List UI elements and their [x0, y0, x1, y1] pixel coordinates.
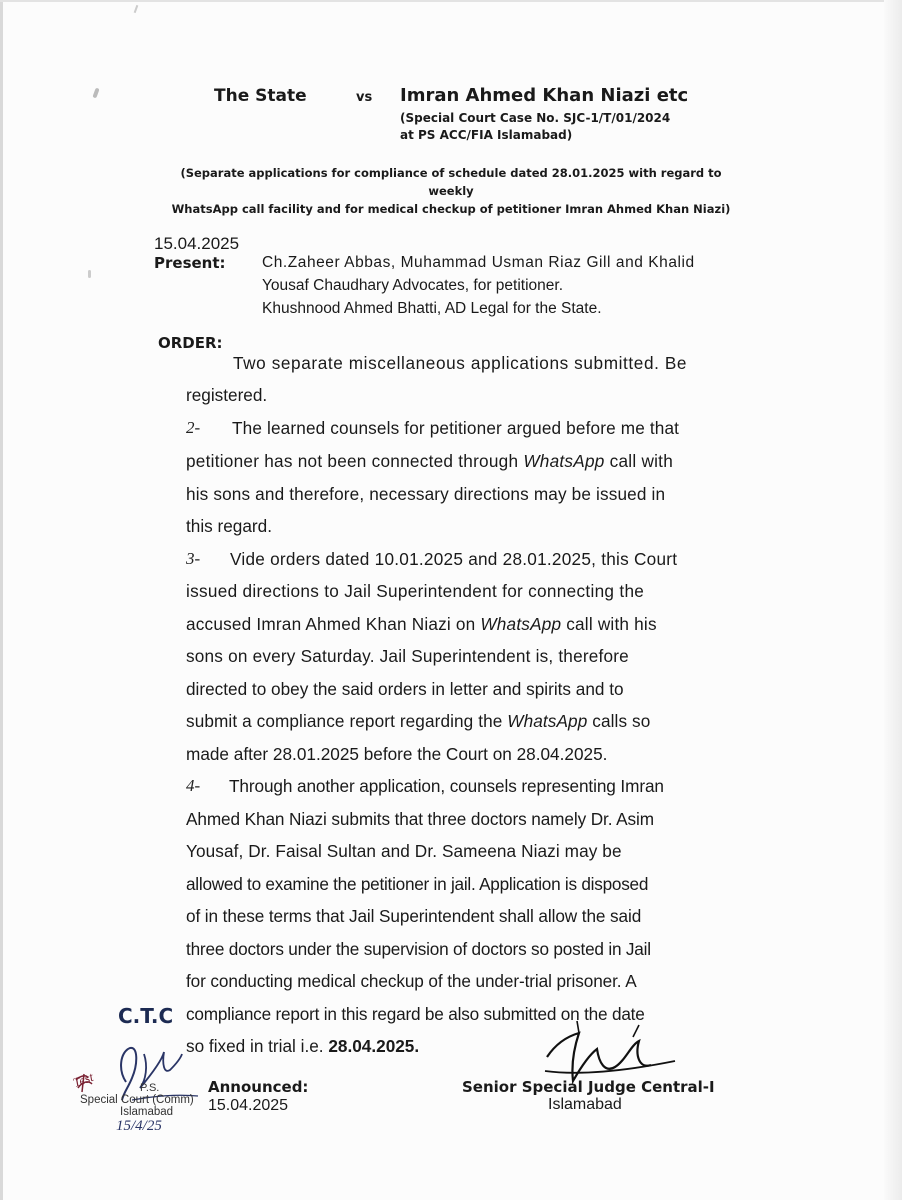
paragraph-number: 2-	[186, 418, 201, 437]
body-line: sons on every Saturday. Jail Superintendent is, therefore	[186, 646, 629, 666]
text-run: accused Imran Ahmed Khan Niazi on	[186, 614, 481, 634]
body-line: The learned counsels for petitioner argued before me that	[232, 418, 680, 438]
scan-speck	[88, 270, 91, 278]
body-line: made after 28.01.2025 before the Court on 28.04.2025.	[186, 744, 608, 764]
page-edge-right	[884, 0, 902, 1200]
text-run: call with	[604, 451, 674, 471]
body-line: for conducting medical checkup of the under-trial prisoner. A	[186, 971, 637, 991]
body-line: Through another application, counsels representing Imran	[229, 776, 664, 796]
body-line: his sons and therefore, necessary directions may be issued in	[186, 484, 666, 504]
announced-date: 15.04.2025	[208, 1097, 289, 1114]
scan-speck	[134, 5, 139, 13]
accused-name: Imran Ahmed Khan Niazi etc	[400, 85, 689, 106]
subject-line-2: WhatsApp call facility and for medical checkup of petitioner Imran Ahmed Khan Niazi)	[171, 202, 731, 216]
paragraph-number: 3-	[186, 549, 201, 568]
hearing-date-bold: 28.04.2025.	[328, 1036, 420, 1056]
handwritten-date: 15/4/25	[116, 1118, 162, 1134]
body-line	[186, 1036, 419, 1057]
party-state: The State	[214, 86, 307, 106]
versus-label: vs	[356, 90, 373, 105]
ctc-stamp: C.T.C	[118, 1004, 174, 1028]
present-line-2: Yousaf Chaudhary Advocates, for petitioner.	[262, 277, 564, 294]
present-counsel	[262, 251, 762, 320]
body-line: Yousaf, Dr. Faisal Sultan and Dr. Sameena Niazi may be	[186, 841, 622, 861]
page-edge-top	[0, 0, 902, 2]
judge-title: Senior Special Judge Central-I	[462, 1078, 715, 1096]
present-line-3: Khushnood Ahmed Bhatti, AD Legal for the State.	[262, 300, 602, 317]
order-label: ORDER:	[158, 334, 223, 352]
body-line	[186, 614, 657, 635]
present-label: Present:	[154, 254, 226, 272]
body-line: Two separate miscellaneous applications submitted. Be	[233, 353, 688, 373]
court-stamp-label: Special Court (Comm)	[80, 1094, 194, 1106]
text-run: so fixed in trial i.e.	[186, 1036, 329, 1056]
present-line-1: Ch.Zaheer Abbas, Muhammad Usman Riaz Gill and Khalid	[262, 254, 695, 271]
ps-label: P.S.	[140, 1082, 160, 1094]
text-run: calls so	[587, 711, 651, 731]
subject-line-1: (Separate applications for compliance of schedule dated 28.01.2025 with regard to weekly	[180, 166, 722, 198]
body-line: allowed to examine the petitioner in jail. Application is disposed	[186, 874, 649, 894]
case-number	[400, 110, 670, 144]
body-line: this regard.	[186, 516, 272, 536]
body-line: issued directions to Jail Superintendent for connecting the	[186, 581, 645, 601]
order-date: 15.04.2025	[154, 234, 240, 253]
body-line: of in these terms that Jail Superintendent shall allow the said	[186, 906, 642, 926]
text-run-italic: WhatsApp	[480, 614, 562, 634]
body-line	[186, 711, 650, 732]
paragraph-number: 4-	[186, 776, 201, 795]
body-line	[186, 451, 673, 472]
stamp-city-label: Islamabad	[120, 1106, 174, 1118]
text-run: petitioner has not been connected through	[186, 451, 524, 471]
body-line: Vide orders dated 10.01.2025 and 28.01.2025, this Court	[230, 549, 678, 569]
text-run-italic: WhatsApp	[507, 711, 588, 731]
case-line-2: at PS ACC/FIA Islamabad)	[400, 128, 573, 142]
body-line: registered.	[186, 385, 268, 405]
text-run: submit a compliance report regarding the	[186, 711, 508, 731]
body-line: compliance report in this regard be also submitted on the date	[186, 1004, 645, 1024]
body-line: Ahmed Khan Niazi submits that three doctors namely Dr. Asim	[186, 809, 654, 829]
text-run: call with his	[561, 614, 657, 634]
text-run-italic: WhatsApp	[523, 451, 605, 471]
case-line-1: (Special Court Case No. SJC-1/T/01/2024	[400, 111, 671, 125]
scan-speck	[92, 88, 99, 99]
page-edge-left	[0, 0, 3, 1200]
body-line: three doctors under the supervision of doctors so posted in Jail	[186, 939, 651, 959]
handwritten-test-mark: Test	[70, 1068, 96, 1091]
body-line: directed to obey the said orders in letter and spirits and to	[186, 679, 624, 699]
judge-city: Islamabad	[548, 1096, 622, 1113]
application-subject	[157, 164, 745, 218]
announced-label: Announced:	[208, 1078, 309, 1096]
